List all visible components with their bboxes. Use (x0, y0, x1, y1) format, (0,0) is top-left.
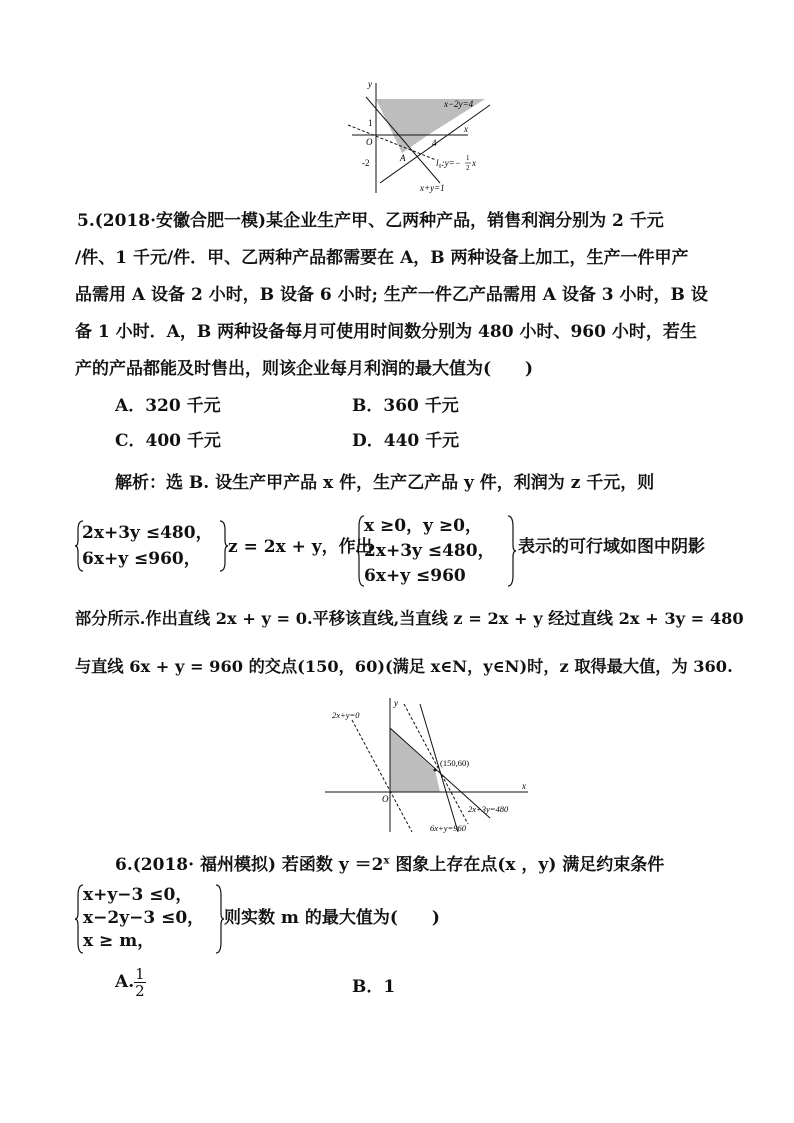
solution-after-system: 表示的可行域如图中阴影 (518, 537, 705, 557)
solution-line-3: 部分所示.作出直线 2x + y = 0.平移该直线,当直线 z = 2x + y 经过直线 2x + 3y = 480 (75, 609, 744, 628)
fig1-label-l0-x: x (472, 158, 476, 168)
fig2-label-point: (150,60) (440, 758, 470, 768)
q6-sys-row-2: x−2y−3 ≤0， (83, 908, 205, 928)
fig2-label-origin: O (382, 794, 389, 804)
solution-z-text: z = 2x + y，作出 (228, 537, 373, 557)
figure-1-feasible-region (340, 75, 500, 195)
sys1-brace-right (218, 520, 228, 572)
fig2-label-x: x (522, 781, 526, 791)
q5-line-5: 产的产品都能及时售出，则该企业每月利润的最大值为( ) (75, 359, 534, 379)
fig1-label-origin: O (366, 137, 373, 147)
solution-line-1: 解析：选 B. 设生产甲产品 x 件，生产乙产品 y 件，利润为 z 千元，则 (115, 473, 655, 493)
q6-option-a-fraction: $\frac{1}{2}$ (135, 965, 145, 1000)
q6-after-system: 则实数 m 的最大值为( ) (224, 908, 440, 928)
sys1-row-1: 2x+3y ≤480， (82, 523, 213, 543)
sys2-row-1: x ≥0，y ≥0， (364, 516, 482, 536)
q5-option-b[interactable]: B．360 千元 (352, 396, 459, 416)
q6-sys-row-3: x ≥ m， (83, 931, 155, 951)
sys2-row-2: 2x+3y ≤480， (364, 541, 495, 561)
q5-line-2: /件、1 千元/件．甲、乙两种产品都需要在 A，B 两种设备上加工，生产一件甲产 (75, 248, 689, 268)
fig1-label-one: 1 (368, 118, 373, 128)
fig1-label-y: y (368, 79, 372, 89)
q6-option-b[interactable]: B．1 (352, 977, 396, 997)
figure-2-feasible-region (320, 692, 530, 834)
fig2-shaded-region (390, 728, 440, 792)
fig2-label-dashed: 2x+y=0 (332, 710, 360, 720)
fig1-label-line2: x+y=1 (420, 183, 445, 193)
fig1-label-l0-num: 1 (466, 154, 470, 162)
q5-option-c[interactable]: C．400 千元 (115, 431, 221, 451)
q5-line-4: 备 1 小时．A，B 两种设备每月可使用时间数分别为 480 小时、960 小时，若生 (75, 322, 697, 342)
q6-line-1: 6.(2018· 福州模拟) 若函数 $y =2^x$ 图象上存在点(x ，y) 满足约束条件 (115, 854, 665, 875)
q6-sys-brace-right (214, 884, 224, 954)
q6-sys-row-1: x+y−3 ≤0， (83, 885, 193, 905)
fig1-label-x: x (464, 124, 468, 134)
sys2-brace-right (506, 515, 516, 587)
sys2-row-3: 6x+y ≤960 (364, 566, 466, 586)
q5-option-d[interactable]: D．440 千元 (352, 431, 460, 451)
fig1-label-l0-den: 2 (466, 164, 470, 172)
q5-line-1: 5.(2018·安徽合肥一模)某企业生产甲、乙两种产品，销售利润分别为 2 千元 (77, 211, 664, 231)
fig1-label-four: 4 (432, 138, 437, 148)
fig1-label-l0: l₀:y=− (436, 158, 461, 168)
q5-option-a[interactable]: A．320 千元 (115, 396, 221, 416)
fig1-label-neg-two: -2 (362, 158, 370, 168)
fig1-label-A: A (400, 153, 406, 163)
q6-option-a[interactable]: A. $\frac{1}{2}$ (115, 965, 145, 1000)
fig1-label-line1: x−2y=4 (444, 99, 474, 109)
fig2-optimal-point (434, 769, 437, 772)
solution-line-4: 与直线 6x + y = 960 的交点(150，60)(满足 x∈N，y∈N)时，z 取得最大值，为 360. (75, 657, 733, 676)
fig2-label-line-b: 6x+y=960 (430, 823, 467, 833)
q5-line-3: 品需用 A 设备 2 小时，B 设备 6 小时; 生产一件乙产品需用 A 设备 3 小时，B 设 (75, 285, 708, 305)
sys1-row-2: 6x+y ≤960， (82, 549, 201, 569)
fig2-label-y: y (394, 698, 398, 708)
fig2-label-line-a: 2x+3y=480 (468, 804, 509, 814)
